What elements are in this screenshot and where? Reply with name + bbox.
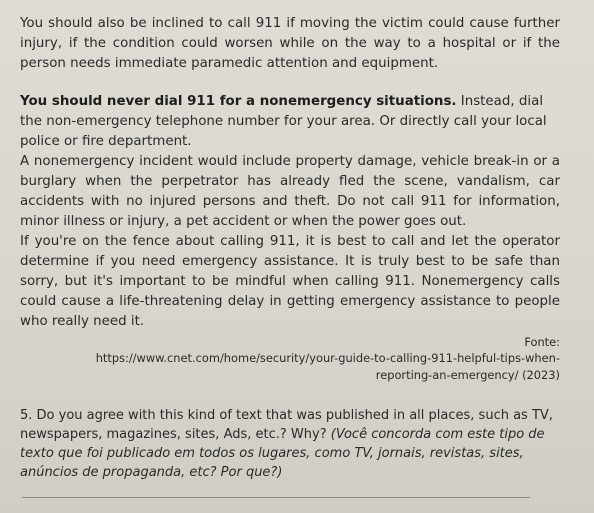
question-english: 5. Do you agree with this kind of text that was published in all places, such as TV, newspapers, magazines, sites, Ads, etc.? Why? <box>20 408 553 442</box>
paragraph-call-911-conditions: You should also be inclined to call 911 if moving the victim could cause further injury, if the condition could worsen while on the way to a hospital or if the person needs immediate paramedic attention and equipment. <box>20 16 560 71</box>
paragraph-nonemergency-advice <box>20 92 560 152</box>
answer-line[interactable] <box>22 497 530 498</box>
nonemergency-instructions: Instead, dial the non-emergency telephone number for your area. Or directly call your local police or fire department. <box>20 94 547 149</box>
question-portuguese: (Você concorda com este tipo de texto que foi publicado em todos os lugares, como TV, jornais, revistas, sites, anúncios de propaganda, etc? Por que?) <box>20 427 545 480</box>
paragraph-nonemergency-examples: A nonemergency incident would include property damage, vehicle break-in or a burglary when the perpetrator has already fled the scene, vandalism, car accidents with no injured persons and theft. Do not call 911 for information, minor illness or injury, a pet accident or when the power goes out. <box>20 154 560 229</box>
source-citation: https://www.cnet.com/home/security/your-guide-to-calling-911-helpful-tips-when-reporting-an-emergency/ (2023) <box>95 351 560 382</box>
source-label: Fonte: <box>524 335 560 349</box>
bold-warning-sentence: You should never dial 911 for a nonemergency situations. <box>20 94 457 109</box>
paragraph-on-the-fence: If you're on the fence about calling 911, it is best to call and let the operator determine if you need emergency assistance. It is truly best to be safe than sorry, but it's important to be mindful when calling 911. Nonemergency calls could cause a life-threatening delay in getting emergency assistance to people who really need it. <box>20 234 560 329</box>
question-5 <box>20 406 560 482</box>
